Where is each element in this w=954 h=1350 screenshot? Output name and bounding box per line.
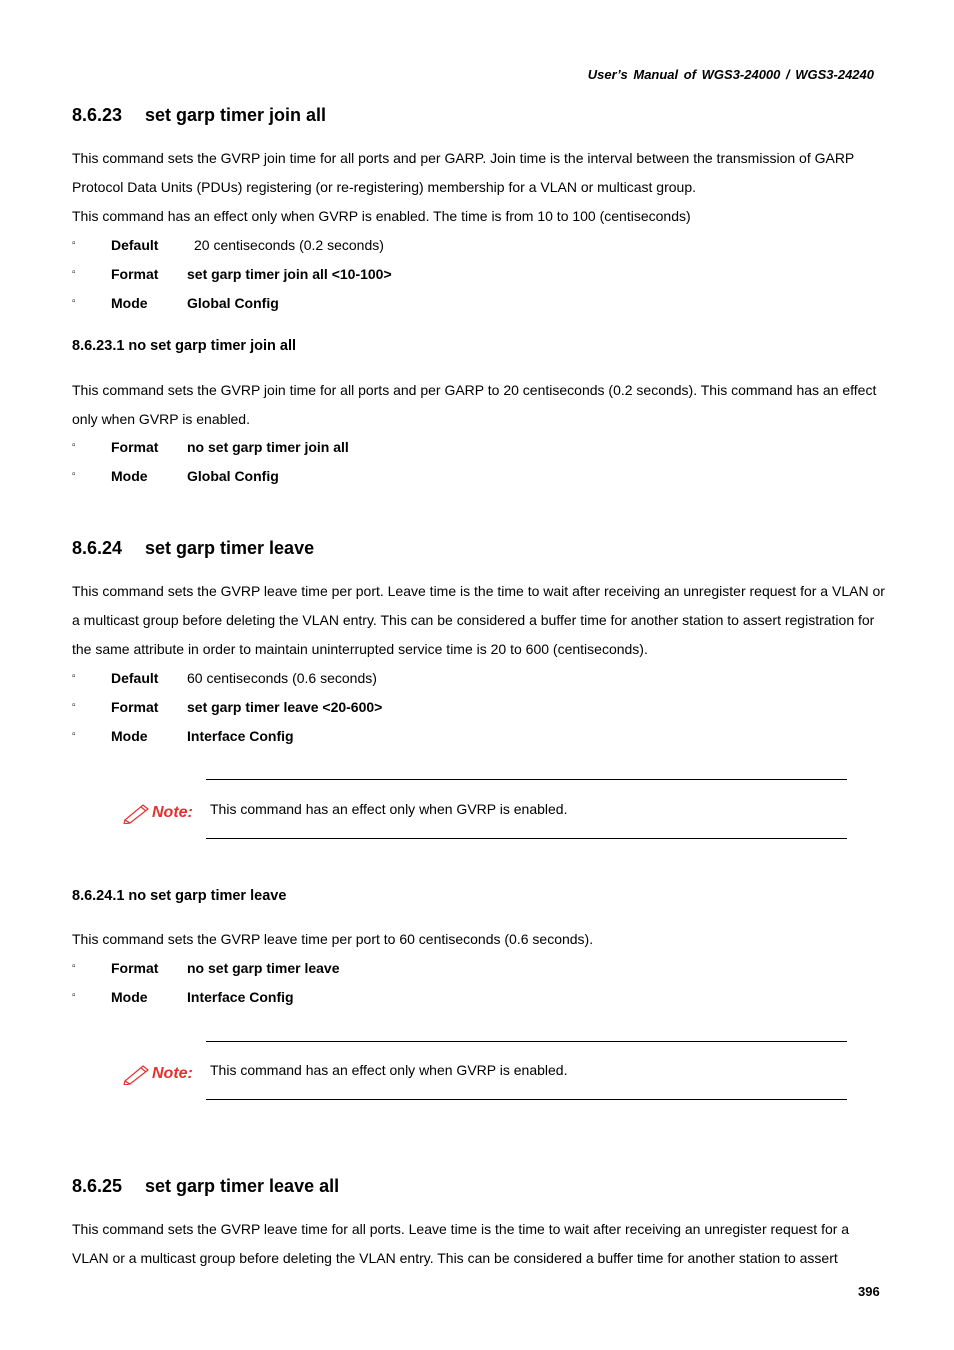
spec-value: Interface Config: [187, 989, 294, 1005]
spec-value: 20 centiseconds (0.2 seconds): [194, 237, 384, 253]
bullet-icon: ▫: [72, 961, 76, 972]
spec-value: set garp timer leave <20-600>: [187, 699, 383, 715]
section-title: set garp timer leave all: [145, 1176, 340, 1196]
subsection-heading: 8.6.24.1 no set garp timer leave: [72, 888, 287, 904]
spec-label: Format: [111, 699, 159, 715]
section-heading-8-6-23: [72, 105, 326, 126]
spec-label: Mode: [111, 989, 148, 1005]
spec-label: Mode: [111, 728, 148, 744]
bullet-icon: ▫: [72, 440, 76, 451]
bullet-icon: ▫: [72, 990, 76, 1001]
note-label: Note:: [152, 804, 193, 821]
bullet-icon: ▫: [72, 671, 76, 682]
spec-label: Format: [111, 960, 159, 976]
spec-label: Default: [111, 237, 159, 253]
spec-value: Interface Config: [187, 728, 294, 744]
section-number: 8.6.24: [72, 538, 123, 558]
spec-value: no set garp timer leave: [187, 960, 340, 976]
bullet-icon: ▫: [72, 729, 76, 740]
spec-label: Format: [111, 439, 159, 455]
note-label: Note:: [152, 1065, 193, 1082]
paragraph: This command sets the GVRP join time for all ports and per GARP. Join time is the interval between the transmission of GARP Protocol Data Units (PDUs) registering (or re-registering) membership for a VLAN or multicast group.: [72, 150, 855, 195]
section-heading-8-6-25: [72, 1176, 339, 1197]
spec-value: 60 centiseconds (0.6 seconds): [187, 670, 377, 686]
subsection-heading: 8.6.23.1 no set garp timer join all: [72, 338, 297, 354]
spec-label: Default: [111, 670, 159, 686]
section-heading-8-6-24: [72, 538, 314, 559]
spec-label: Mode: [111, 468, 148, 484]
section-number: 8.6.25: [72, 1176, 123, 1196]
note-top-rule: [206, 779, 847, 780]
spec-label: Format: [111, 266, 159, 282]
note-bottom-rule: [206, 838, 847, 839]
bullet-icon: ▫: [72, 296, 76, 307]
page-number: 396: [858, 1284, 880, 1299]
paragraph: This command has an effect only when GVRP is enabled. The time is from 10 to 100 (centiseconds): [72, 208, 691, 224]
section-title: set garp timer join all: [145, 105, 327, 125]
spec-value: set garp timer join all <10-100>: [187, 266, 392, 282]
note-callout: [122, 1063, 202, 1087]
bullet-icon: ▫: [72, 700, 76, 711]
paragraph: This command sets the GVRP leave time per port. Leave time is the time to wait after receiving an unregister request for a VLAN or a multicast group before deleting the VLAN entry. This can be considered a buffer time for another station to assert registration for the same attribute in order to maintain uninterrupted service time is 20 to 600 (centiseconds).: [72, 583, 885, 657]
note-callout: [122, 802, 202, 826]
paragraph: This command sets the GVRP leave time per port to 60 centiseconds (0.6 seconds).: [72, 931, 594, 947]
bullet-icon: ▫: [72, 238, 76, 249]
spec-label: Mode: [111, 295, 148, 311]
paragraph: This command sets the GVRP join time for all ports and per GARP to 20 centiseconds (0.2 seconds). This command has an effect only when GVRP is enabled.: [72, 382, 877, 427]
spec-value: no set garp timer join all: [187, 439, 349, 455]
spec-value: Global Config: [187, 468, 279, 484]
pencil-icon: [122, 1063, 152, 1085]
section-number: 8.6.23: [72, 105, 123, 125]
running-header: User’s Manual of WGS3-24000 / WGS3-24240: [587, 67, 874, 82]
section-title: set garp timer leave: [145, 538, 315, 558]
note-top-rule: [206, 1041, 847, 1042]
note-text: This command has an effect only when GVRP is enabled.: [210, 801, 568, 817]
note-text: This command has an effect only when GVRP is enabled.: [210, 1062, 568, 1078]
bullet-icon: ▫: [72, 469, 76, 480]
paragraph: This command sets the GVRP leave time for all ports. Leave time is the time to wait after receiving an unregister request for a VLAN or a multicast group before deleting the VLAN entry. This can be considered a buffer time for another station to assert: [72, 1221, 850, 1266]
note-bottom-rule: [206, 1099, 847, 1100]
bullet-icon: ▫: [72, 267, 76, 278]
spec-value: Global Config: [187, 295, 279, 311]
pencil-icon: [122, 802, 152, 824]
